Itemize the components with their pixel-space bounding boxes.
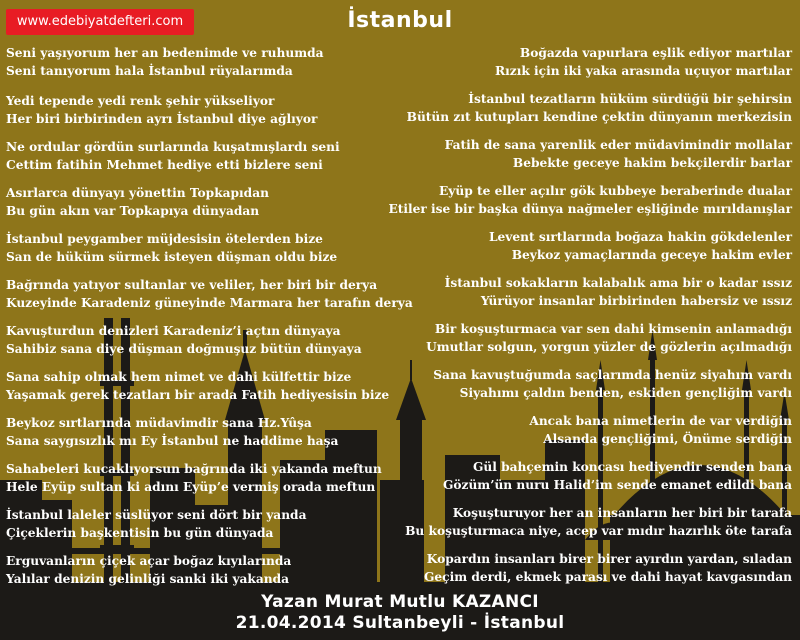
verse-line: Umutlar solgun, yorgun yüzler de gözlerin açılmadığı (426, 340, 792, 354)
verse-line: Boğazda vapurlara eşlik ediyor martılar (519, 46, 792, 60)
stanza-left (6, 44, 324, 80)
stanza-left (6, 276, 413, 312)
verse-line: Sana kavuştuğumda saçlarımda henüz siyahım vardı (433, 368, 792, 382)
verse-line: Bir koşuşturmaca var sen dahi kimsenin anlamadığı (434, 322, 792, 336)
stanza-left (6, 138, 340, 174)
verse-line: Gül bahçemin koncası hediyendir senden bana (472, 460, 792, 474)
verse-line: Sahabeleri kucaklıyorsun bağrında iki yakanda meftun (6, 462, 382, 476)
stanza-left (6, 322, 362, 358)
stanza-right (433, 366, 792, 402)
stanza-right (405, 504, 792, 540)
verse-line: Bağrında yatıyor sultanlar ve veliler, her biri bir derya (6, 278, 378, 292)
stanza-right (424, 550, 792, 586)
verse-line: İstanbul laleler süslüyor seni dört bir yanda (6, 508, 307, 522)
verse-line: İstanbul peygamber müjdesisin ötelerden bize (6, 232, 323, 246)
verse-line: Cettim fatihin Mehmet hediye etti bizlere seni (6, 158, 323, 172)
stanza-left (6, 368, 389, 404)
verse-line: Eyüp te eller açılır gök kubbeye beraberinde dualar (439, 184, 792, 198)
stanza-right (388, 182, 792, 218)
date-place: 21.04.2014 Sultanbeyli - İstanbul (235, 613, 565, 633)
author-credit: Yazan Murat Mutlu KAZANCI (261, 592, 539, 612)
verse-line: Bu gün akın var Topkapıya dünyadan (6, 204, 260, 218)
poem-title: İstanbul (347, 8, 453, 33)
verse-line: Alsanda gençliğimi, Önüme serdiğin (543, 432, 792, 446)
verse-line: Kuzeyinde Karadeniz güneyinde Marmara her tarafın derya (6, 296, 413, 310)
verse-line: Hele Eyüp sultan ki adını Eyüp’e vermiş orada meftun (6, 480, 376, 494)
verse-line: Etiler ise bir başka dünya nağmeler eşliğinde mırıldanışlar (388, 202, 792, 216)
verse-line: Gözüm’ün nuru Halid’im sende emanet edildi bana (442, 478, 792, 492)
stanza-right (489, 228, 792, 264)
verse-line: Her biri birbirinden ayrı İstanbul diye ağlıyor (6, 112, 318, 126)
stanza-right (529, 412, 792, 448)
verse-line: Yalılar denizin gelinliği sanki iki yakanda (6, 572, 290, 586)
verse-line: Bebekte geceye hakim bekçilerdir barlar (512, 156, 792, 170)
stanza-right (445, 274, 792, 310)
verse-line: Koşuşturuyor her an insanların her biri bir tarafa (452, 506, 792, 520)
stanza-left (6, 230, 337, 266)
verse-line: Bu koşuşturmaca niye, acep var mıdır hazırlık öte tarafa (405, 524, 792, 538)
stanza-right (426, 320, 792, 356)
verse-line: Bütün zıt kutupları kendine çektin dünyanın merkezisin (406, 110, 792, 124)
stanza-left (6, 506, 306, 542)
stanza-left (6, 414, 338, 450)
verse-line: Beykoz yamaçlarında geceye hakim evler (511, 248, 792, 262)
verse-line: Siyahımı çaldın benden, eskiden gençliğim vardı (459, 386, 792, 400)
verse-line: Çiçeklerin başkentisin bu gün dünyada (6, 526, 274, 540)
verse-line: Rızık için iki yaka arasında uçuyor martılar (495, 64, 792, 78)
verse-line: Sahibiz sana diye düşman doğmuşuz bütün dünyaya (6, 342, 362, 356)
verse-line: Geçim derdi, ekmek parası ve dahi hayat kavgasından (423, 570, 792, 584)
verse-line: Yürüyor insanlar birbirinden habersiz ve ıssız (480, 294, 792, 308)
verse-line: Sana saygısızlık mı Ey İstanbul ne haddime haşa (6, 434, 339, 448)
verse-line: Erguvanların çiçek açar boğaz kıyılarında (6, 554, 292, 568)
verse-line: Yedi tepende yedi renk şehir yükseliyor (6, 94, 275, 108)
verse-line: San de hüküm sürmek isteyen düşman oldu bize (6, 250, 338, 264)
stanza-right (407, 90, 792, 126)
verse-line: Seni tanıyorum hala İstanbul rüyalarımda (6, 64, 293, 78)
stanza-left (6, 460, 382, 496)
stanza-left (6, 184, 269, 220)
verse-line: İstanbul sokakların kalabalık ama bir o kadar ıssız (444, 276, 792, 290)
verse-line: Levent sırtlarında boğaza hakin gökdelenler (488, 230, 792, 244)
verse-line: İstanbul tezatların hüküm sürdüğü bir şehirsin (468, 92, 792, 106)
verse-line: Beykoz sırtlarında müdavimdir sana Hz.Yûşa (6, 416, 312, 430)
stanza-right (445, 136, 792, 172)
stanza-left (6, 552, 291, 588)
stanza-left (6, 92, 317, 128)
verse-line: Seni yaşıyorum her an bedenimde ve ruhumda (6, 46, 324, 60)
site-url-badge[interactable]: www.edebiyatdefteri.com (6, 9, 194, 35)
verse-line: Ancak bana nimetlerin de var verdiğin (529, 414, 792, 428)
stanza-right (495, 44, 792, 80)
verse-line: Fatih de sana yarenlik eder müdavimindir mollalar (444, 138, 792, 152)
verse-line: Asırlarca dünyayı yönettin Topkapıdan (6, 186, 269, 200)
verse-line: Ne ordular gördün surlarında kuşatmışlardı seni (6, 140, 340, 154)
verse-line: Yaşamak gerek tezatları bir arada Fatih hediyesisin bize (6, 388, 390, 402)
stanza-right (443, 458, 792, 494)
verse-line: Kopardın insanları birer birer ayırdın yardan, sıladan (426, 552, 792, 566)
verse-line: Kavuşturdun denizleri Karadeniz’i açtın dünyaya (6, 324, 341, 338)
verse-line: Sana sahip olmak hem nimet ve dahi külfettir bize (6, 370, 352, 384)
